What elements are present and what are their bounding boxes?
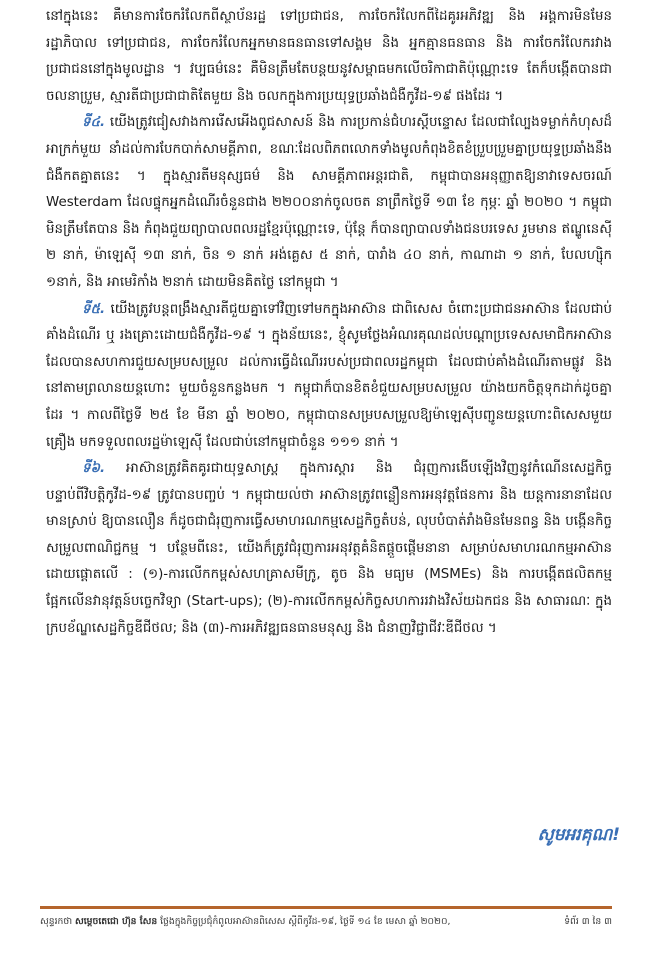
footer-divider bbox=[40, 906, 612, 909]
paragraph-4-number: ទី៤. bbox=[82, 115, 106, 131]
paragraph-5-number: ទី៥. bbox=[82, 301, 106, 317]
paragraph-5 bbox=[46, 297, 612, 457]
paragraph-4-text: យើងត្រូវជៀសវាងការរើសអើងពូជសាសន៍ និង ការប្រកាន់ជំហរស្តីបន្ទោស ដែលជាល្បែងទម្លាក់កំហុសដ៏អាក្រក់មួយ នាំដល់ការបែកបាក់សាមគ្គីភាព, ខណៈដែលពិភពលោកទាំងមូលកំពុងខិតខំប្រួបប្រួមគ្នាប្រយុទ្ធប្រឆាំងនឹងជំងឺកតគ្នាតនេះ ។ ក្នុងស្មារតីមនុស្សធម៌ និង សាមគ្គីភាពអន្តរជាតិ, កម្ពុជាបានអនុញ្ញាតឱ្យនាវាទេសចរណ៍ Westerdam ដែលផ្ទុកអ្នកដំណើរចំនួនជាង ២២០០នាក់ចូលចត នាព្រឹកថ្ងៃទី ១៣ ខែ កុម្ភៈ ឆ្នាំ ២០២០ ។ កម្ពុជាមិនត្រឹមតែបាន និង កំពុងជួយព្យាបាលពលរដ្ឋខ្មែរប៉ុណ្ណោះទេ, ប៉ុន្តែ ក៏បានព្យាបាលទាំងជនបរទេស រួមមាន ឥណ្ឌូនេស៊ី ២ នាក់, ម៉ាឡេស៊ី ១៣ នាក់, ចិន ១ នាក់ អង់គ្លេស ៥ នាក់, បារាំង ៤០ នាក់, កាណាដា ១ នាក់, បែលហ្ស៊ិក ១នាក់, និង អាមេរិកាំង ២នាក់ ដោយមិនគិតថ្លៃ នៅកម្ពុជា ។ bbox=[46, 115, 612, 290]
page-number: ទំព័រ ៣ នៃ ៣ bbox=[564, 916, 612, 927]
paragraph-6-number: ទី៦. bbox=[82, 461, 106, 477]
intro-paragraph: នៅក្នុងនេះ គឺមានការចែករំលែកពីស្ថាប័នរដ្ឋ ទៅប្រជាជន, ការចែករំលែកពីដៃគូរអភិវឌ្ឍ និង អង្គការមិនមែនរដ្ឋាភិបាល ទៅប្រជាជន, ការចែករំលែកអ្នកមានធនធានទៅសង្គម និង អ្នកគ្មានធនធាន និង ការចែករំលែករវាងប្រជាជននៅក្នុងមូលដ្ឋាន ។ វប្បធម៌នេះ គឺមិនត្រឹមតែបន្តយនូវសម្ពាធមកលើចរិកាជាតិប៉ុណ្ណោះទេ តែក៏បង្កើតបានជាចលនាប្រួម, ស្មារតីជាប្រជាជាតិតែមួយ និង ចលកក្នុងការប្រយុទ្ធប្រឆាំងជំងឺកូវីដ-១៩ ផងដែរ ។ bbox=[46, 9, 612, 104]
closing-thanks: សូមអរគុណ! bbox=[537, 825, 620, 845]
paragraph-5-text: យើងត្រូវបន្តពង្រឹងស្មារតីជួយគ្នាទៅវិញទៅមកក្នុងអាស៊ាន ជាពិសេស ចំពោះប្រជាជនអាស៊ាន ដែលជាប់គាំងដំណើរ ឬ រងគ្រោះដោយជំងឺកូវីដ-១៩ ។ ក្នុងន័យនេះ, ខ្ញុំសូមថ្លែងអំណរគុណដល់បណ្តាប្រទេសសមាជិកអាស៊ាន ដែលបានសហការជួយសម្របសម្រួល ដល់ការធ្វើដំណើររបស់ប្រជាពលរដ្ឋកម្ពុជា ដែលជាប់គាំងដំណើរតាមផ្លូវ និង នៅតាមព្រលានយន្តហោះ មួយចំនួនកន្លងមក ។ កម្ពុជាក៏បានខិតខំជួយសម្របសម្រួល យ៉ាងយកចិត្តទុកដាក់ដូចគ្នាដែរ ។ កាលពីថ្ងៃទី ២៥ ខែ មីនា ឆ្នាំ ២០២០, កម្ពុជាបានសម្របសម្រួលឱ្យម៉ាឡេស៊ីបញ្ជូនយន្តហោះពិសេសមួយគ្រឿង មកទទួលពលរដ្ឋម៉ាឡេស៊ី ដែលជាប់នៅកម្ពុជាចំនួន ១១១ នាក់ ។ bbox=[46, 301, 612, 450]
body-text bbox=[46, 4, 612, 642]
footer-speaker: សម្តេចតេជោ ហ៊ុន សែន bbox=[75, 916, 158, 927]
footer-title: ថ្លែងក្នុងកិច្ចប្រជុំកំពូលអាស៊ានពិសេស ស្តីពីកូវីដ-១៩, ថ្ងៃទី ១៤ ខែ មេសា ឆ្នាំ ២០២០, bbox=[160, 916, 451, 927]
footer-prefix: សុន្ទរកថា bbox=[40, 916, 73, 927]
page-footer bbox=[40, 914, 612, 930]
paragraph-6-text: អាស៊ានត្រូវគិតគូរជាយុទ្ធសាស្ត្រ ក្នុងការស្តារ និង ជំរុញការងើបឡើងវិញនូវកំណើនសេដ្ឋកិច្ច បន្ទាប់ពីវិបត្តិកូវីដ-១៩ ត្រូវបានបញ្ចប់ ។ កម្ពុជាយល់ថា អាស៊ានត្រូវពន្លឿនការអនុវត្តផែនការ និង យន្តការនានាដែលមានស្រាប់ ឱ្យបានលឿន ក៏ដូចជាជំរុញការធ្វើសមាហរណកម្មសេដ្ឋកិច្ចតំបន់, លុបបំបាត់រាំងមិនមែនពន្ធ និង បង្កើនកិច្ចសម្រួលពាណិជ្ជកម្ម ។ បន្ថែមពីនេះ, យើងក៏ត្រូវជំរុញការអនុវត្តគំនិតផ្តួចផ្តើមនានា សម្រាប់សមាហរណកម្មអាស៊ាន ដោយផ្តោតលើ : (១)-ការលើកកម្ពស់សហគ្រាសមីក្រូ, តូច និង មធ្យម (MSMEs) និង ការបង្កើតផលិតកម្មផ្អែកលើនវានុវត្តន៍បច្ចេកវិទ្យា (Start-ups); (២)-ការលើកកម្ពស់កិច្ចសហការរវាងវិស័យឯកជន និង សាធារណៈ ក្នុងក្របខ័ណ្ឌសេដ្ឋកិច្ចឌីជីថល; និង (៣)-ការអភិវឌ្ឍធនធានមនុស្ស និង ជំនាញវិជ្ជាជីវៈឌីជីថល ។ bbox=[46, 461, 612, 636]
paragraph-6 bbox=[46, 456, 612, 642]
paragraph-4 bbox=[46, 110, 612, 296]
